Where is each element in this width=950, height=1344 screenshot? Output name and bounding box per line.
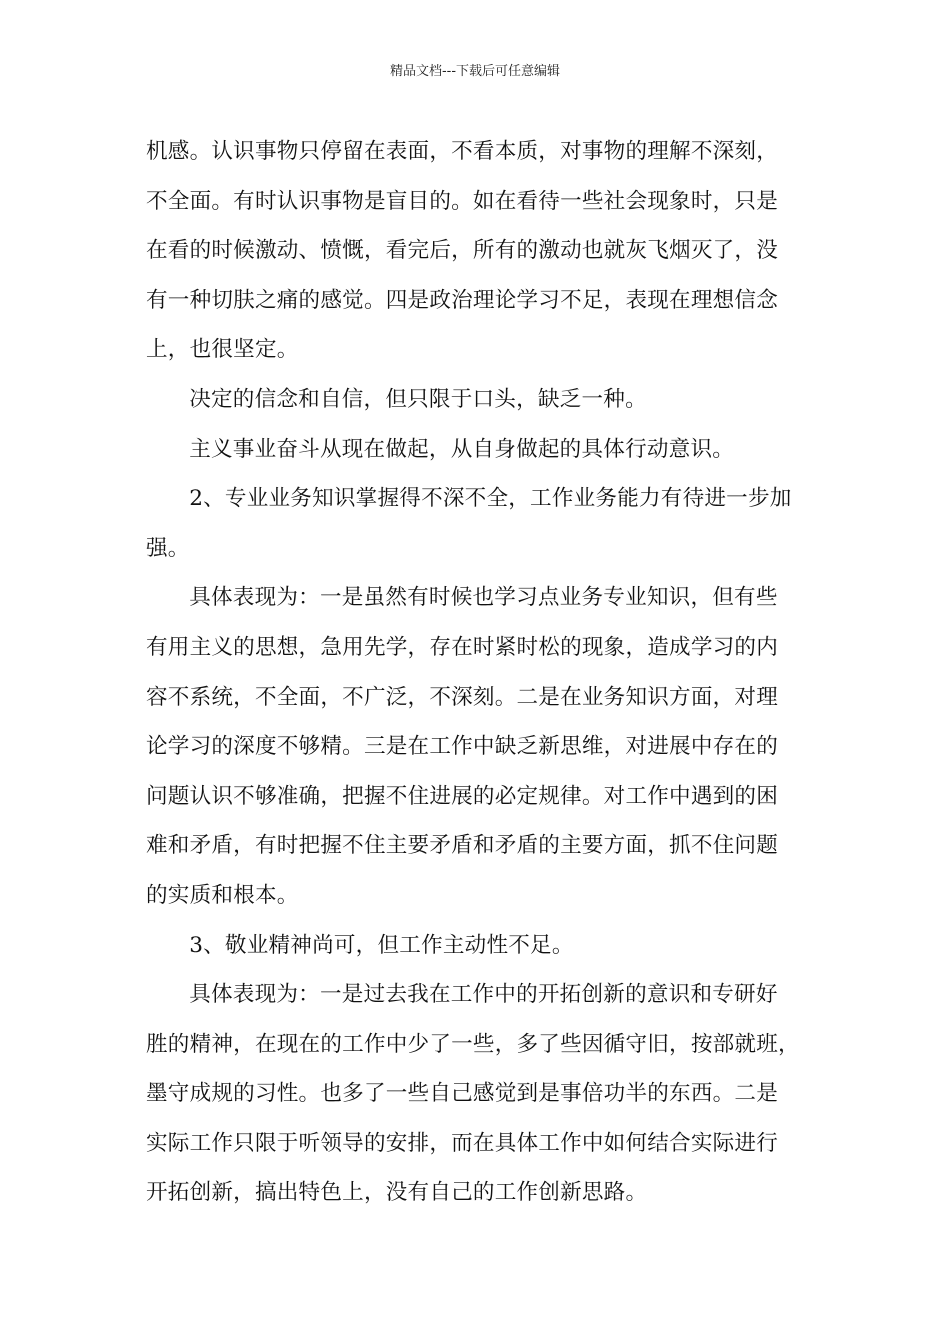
text-line: 墨守成规的习性。也多了一些自己感觉到是事倍功半的东西。二是	[146, 1081, 779, 1107]
text-line: 主义事业奋斗从现在做起，从自身做起的具体行动意识。	[189, 436, 735, 462]
text-line: 有用主义的思想，急用先学，存在时紧时松的现象，造成学习的内	[146, 634, 779, 660]
text-line: 有一种切肤之痛的感觉。四是政治理论学习不足，表现在理想信念	[146, 287, 779, 313]
text-line: 上，也很坚定。	[146, 337, 299, 363]
text-line: 开拓创新，搞出特色上，没有自己的工作创新思路。	[146, 1180, 648, 1206]
text-line: 容不系统，不全面，不广泛，不深刻。二是在业务知识方面，对理	[146, 684, 779, 710]
paragraph	[146, 573, 811, 920]
text-line: 机感。认识事物只停留在表面，不看本质，对事物的理解不深刻，	[146, 139, 779, 164]
text-line: 在看的时候激动、愤慨，看完后，所有的激动也就灰飞烟灭了，没	[146, 238, 779, 264]
text-line: 强。	[146, 535, 190, 561]
paragraph	[146, 375, 811, 425]
text-line: 的实质和根本。	[146, 882, 299, 908]
text-line: 决定的信念和自信，但只限于口头，缺乏一种。	[189, 386, 647, 412]
text-line: 论学习的深度不够精。三是在工作中缺乏新思维，对进展中存在的	[146, 734, 779, 760]
text-line: 2、专业业务知识掌握得不深不全，工作业务能力有待进一步加	[189, 486, 792, 512]
document-body	[146, 127, 811, 1218]
text-line: 实际工作只限于听领导的安排，而在具体工作中如何结合实际进行	[146, 1130, 779, 1156]
text-line: 3、敬业精神尚可，但工作主动性不足。	[189, 932, 574, 958]
text-line: 具体表现为：一是虽然有时候也学习点业务专业知识，但有些	[189, 585, 778, 611]
paragraph	[146, 425, 811, 475]
text-line: 具体表现为：一是过去我在工作中的开拓创新的意识和专研好	[189, 982, 778, 1008]
page-header: 精品文档---下载后可任意编辑	[389, 64, 561, 79]
text-line: 胜的精神，在现在的工作中少了一些，多了些因循守旧，按部就班，	[146, 1031, 800, 1057]
paragraph-numbered	[146, 921, 811, 971]
text-line: 问题认识不够准确，把握不住进展的必定规律。对工作中遇到的困	[146, 783, 779, 809]
paragraph	[146, 970, 811, 1218]
text-line: 难和矛盾，有时把握不住主要矛盾和矛盾的主要方面，抓不住问题	[146, 833, 779, 859]
text-line: 不全面。有时认识事物是盲目的。如在看待一些社会现象时，只是	[146, 188, 779, 214]
paragraph-numbered	[146, 474, 811, 573]
paragraph	[146, 127, 811, 375]
